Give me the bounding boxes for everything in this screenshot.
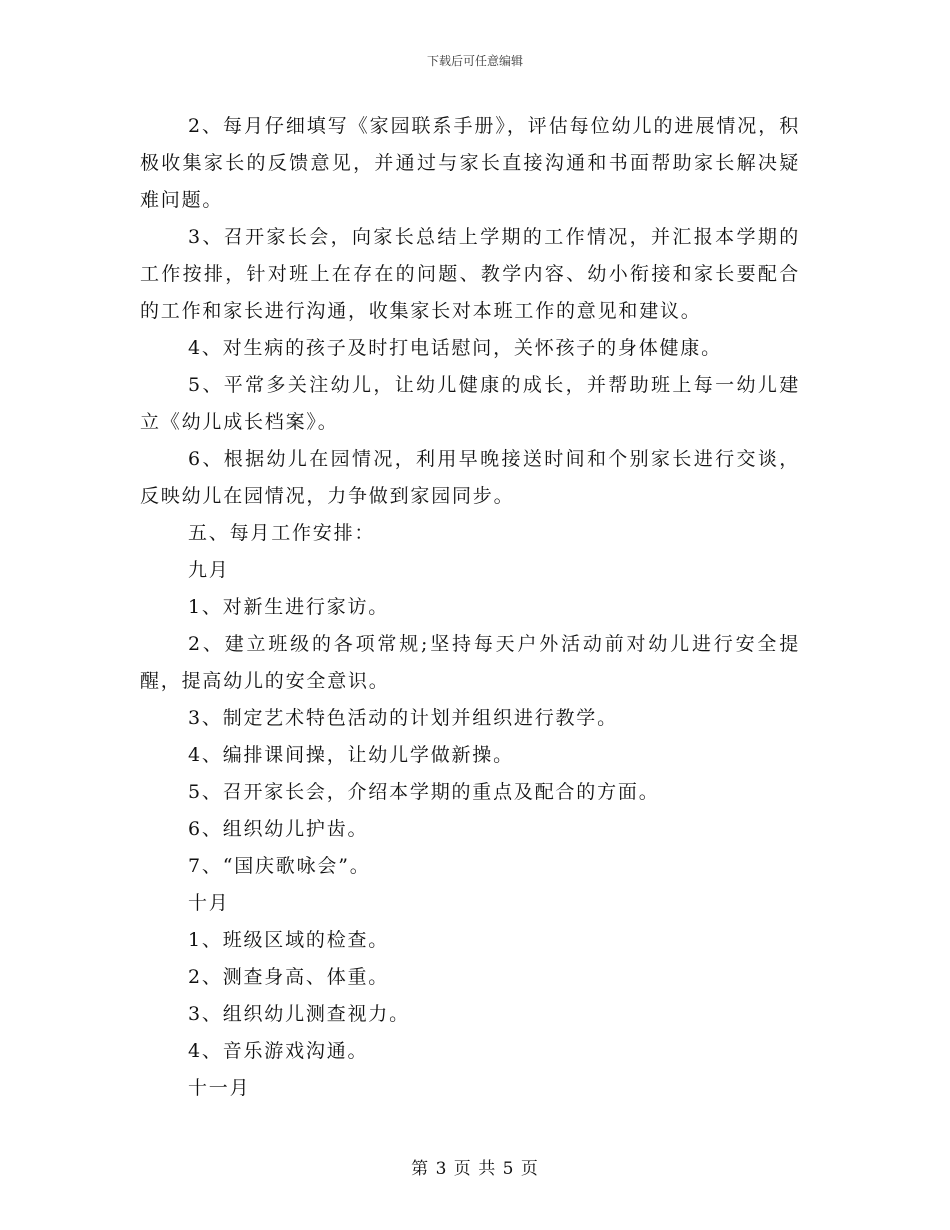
list-item: 5、召开家长会，介绍本学期的重点及配合的方面。 <box>188 781 660 803</box>
list-item: 3、组织幼儿测查视力。 <box>188 1003 410 1025</box>
month-heading-november: 十一月 <box>188 1077 251 1099</box>
list-item: 6、组织幼儿护齿。 <box>188 818 369 840</box>
list-item: 1、对新生进行家访。 <box>188 596 390 618</box>
month-heading-october: 十月 <box>188 892 230 914</box>
paragraph-4: 5、平常多关注幼儿，让幼儿健康的成长，并帮助班上每一幼儿建立《幼儿成长档案》。 <box>140 374 800 433</box>
month-heading-september: 九月 <box>188 559 230 581</box>
paragraph-3: 4、对生病的孩子及时打电话慰问，关怀孩子的身体健康。 <box>188 337 722 359</box>
document-body <box>140 108 800 1107</box>
list-item: 4、编排课间操，让幼儿学做新操。 <box>188 744 514 766</box>
paragraph-2: 3、召开家长会，向家长总结上学期的工作情况，并汇报本学期的工作按排，针对班上在存在的问题、教学内容、幼小衔接和家长要配合的工作和家长进行沟通，收集家长对本班工作的意见和建议。 <box>140 226 800 322</box>
list-item: 2、测查身高、体重。 <box>188 966 390 988</box>
page-number-footer: 第 3 页 共 5 页 <box>411 1159 539 1179</box>
list-item: 7、“国庆歌咏会”。 <box>188 855 371 877</box>
paragraph-5: 6、根据幼儿在园情况，利用早晚接送时间和个别家长进行交谈，反映幼儿在园情况，力争做到家园同步。 <box>140 448 800 507</box>
section-heading: 五、每月工作安排： <box>188 522 376 544</box>
paragraph-1: 2、每月仔细填写《家园联系手册》，评估每位幼儿的进展情况，积极收集家长的反馈意见，并通过与家长直接沟通和书面帮助家长解决疑难问题。 <box>140 115 800 211</box>
list-item: 2、建立班级的各项常规;坚持每天户外活动前对幼儿进行安全提醒，提高幼儿的安全意识。 <box>140 633 800 692</box>
list-item: 4、音乐游戏沟通。 <box>188 1040 369 1062</box>
list-item: 1、班级区域的检查。 <box>188 929 390 951</box>
list-item: 3、制定艺术特色活动的计划并组织进行教学。 <box>188 707 618 729</box>
page-header: 下载后可任意编辑 <box>426 54 523 68</box>
